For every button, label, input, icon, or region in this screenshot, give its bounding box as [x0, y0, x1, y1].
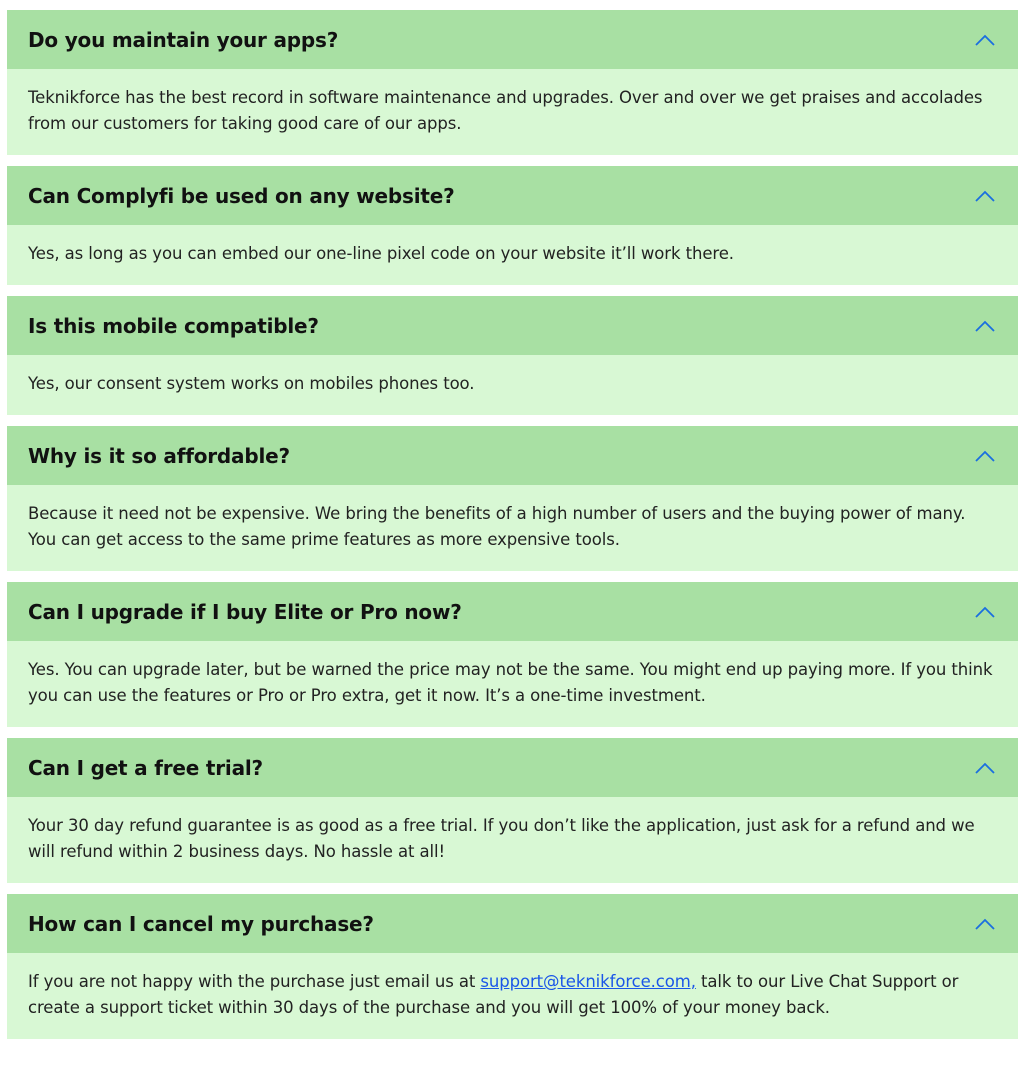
faq-answer: Teknikforce has the best record in software maintenance and upgrades. Over and over we get praises and accolades from our customers for taking good care of our apps. [7, 69, 1018, 155]
faq-question-header[interactable] [7, 296, 1018, 355]
faq-question-header[interactable] [7, 738, 1018, 797]
chevron-up-icon[interactable] [974, 761, 996, 775]
answer-text: If you are not happy with the purchase just email us at [28, 972, 481, 991]
chevron-up-icon[interactable] [974, 33, 996, 47]
faq-question-header[interactable] [7, 10, 1018, 69]
faq-answer: Yes. You can upgrade later, but be warned the price may not be the same. You might end up paying more. If you think you can use the features or Pro or Pro extra, get it now. It’s a one-time investment. [7, 641, 1018, 727]
faq-question-header[interactable] [7, 894, 1018, 953]
faq-question: Why is it so affordable? [28, 443, 290, 468]
faq-question: Is this mobile compatible? [28, 313, 319, 338]
faq-answer: Yes, our consent system works on mobiles phones too. [7, 355, 1018, 415]
faq-item [7, 166, 1018, 285]
support-email-link[interactable]: support@teknikforce.com, [480, 972, 696, 991]
chevron-up-icon[interactable] [974, 189, 996, 203]
faq-question: Can I upgrade if I buy Elite or Pro now? [28, 599, 462, 624]
faq-question: Can I get a free trial? [28, 755, 263, 780]
faq-question: How can I cancel my purchase? [28, 911, 374, 936]
faq-item [7, 10, 1018, 155]
faq-question: Can Complyfi be used on any website? [28, 183, 455, 208]
chevron-up-icon[interactable] [974, 319, 996, 333]
faq-question-header[interactable] [7, 582, 1018, 641]
faq-answer [7, 953, 1018, 1039]
faq-answer: Your 30 day refund guarantee is as good as a free trial. If you don’t like the application, just ask for a refund and we will refund within 2 business days. No hassle at all! [7, 797, 1018, 883]
faq-item [7, 426, 1018, 571]
faq-item [7, 894, 1018, 1039]
chevron-up-icon[interactable] [974, 605, 996, 619]
faq-item [7, 582, 1018, 727]
faq-question-header[interactable] [7, 426, 1018, 485]
faq-list [7, 10, 1018, 1050]
faq-question-header[interactable] [7, 166, 1018, 225]
faq-answer: Because it need not be expensive. We bring the benefits of a high number of users and the buying power of many. You can get access to the same prime features as more expensive tools. [7, 485, 1018, 571]
faq-item [7, 738, 1018, 883]
faq-question: Do you maintain your apps? [28, 27, 339, 52]
faq-answer: Yes, as long as you can embed our one-line pixel code on your website it’ll work there. [7, 225, 1018, 285]
chevron-up-icon[interactable] [974, 917, 996, 931]
chevron-up-icon[interactable] [974, 449, 996, 463]
faq-item [7, 296, 1018, 415]
answer-text: talk to our Live Chat Support or create a support ticket within 30 days of the purchase and you will get 100% of your money back. [28, 972, 959, 1017]
